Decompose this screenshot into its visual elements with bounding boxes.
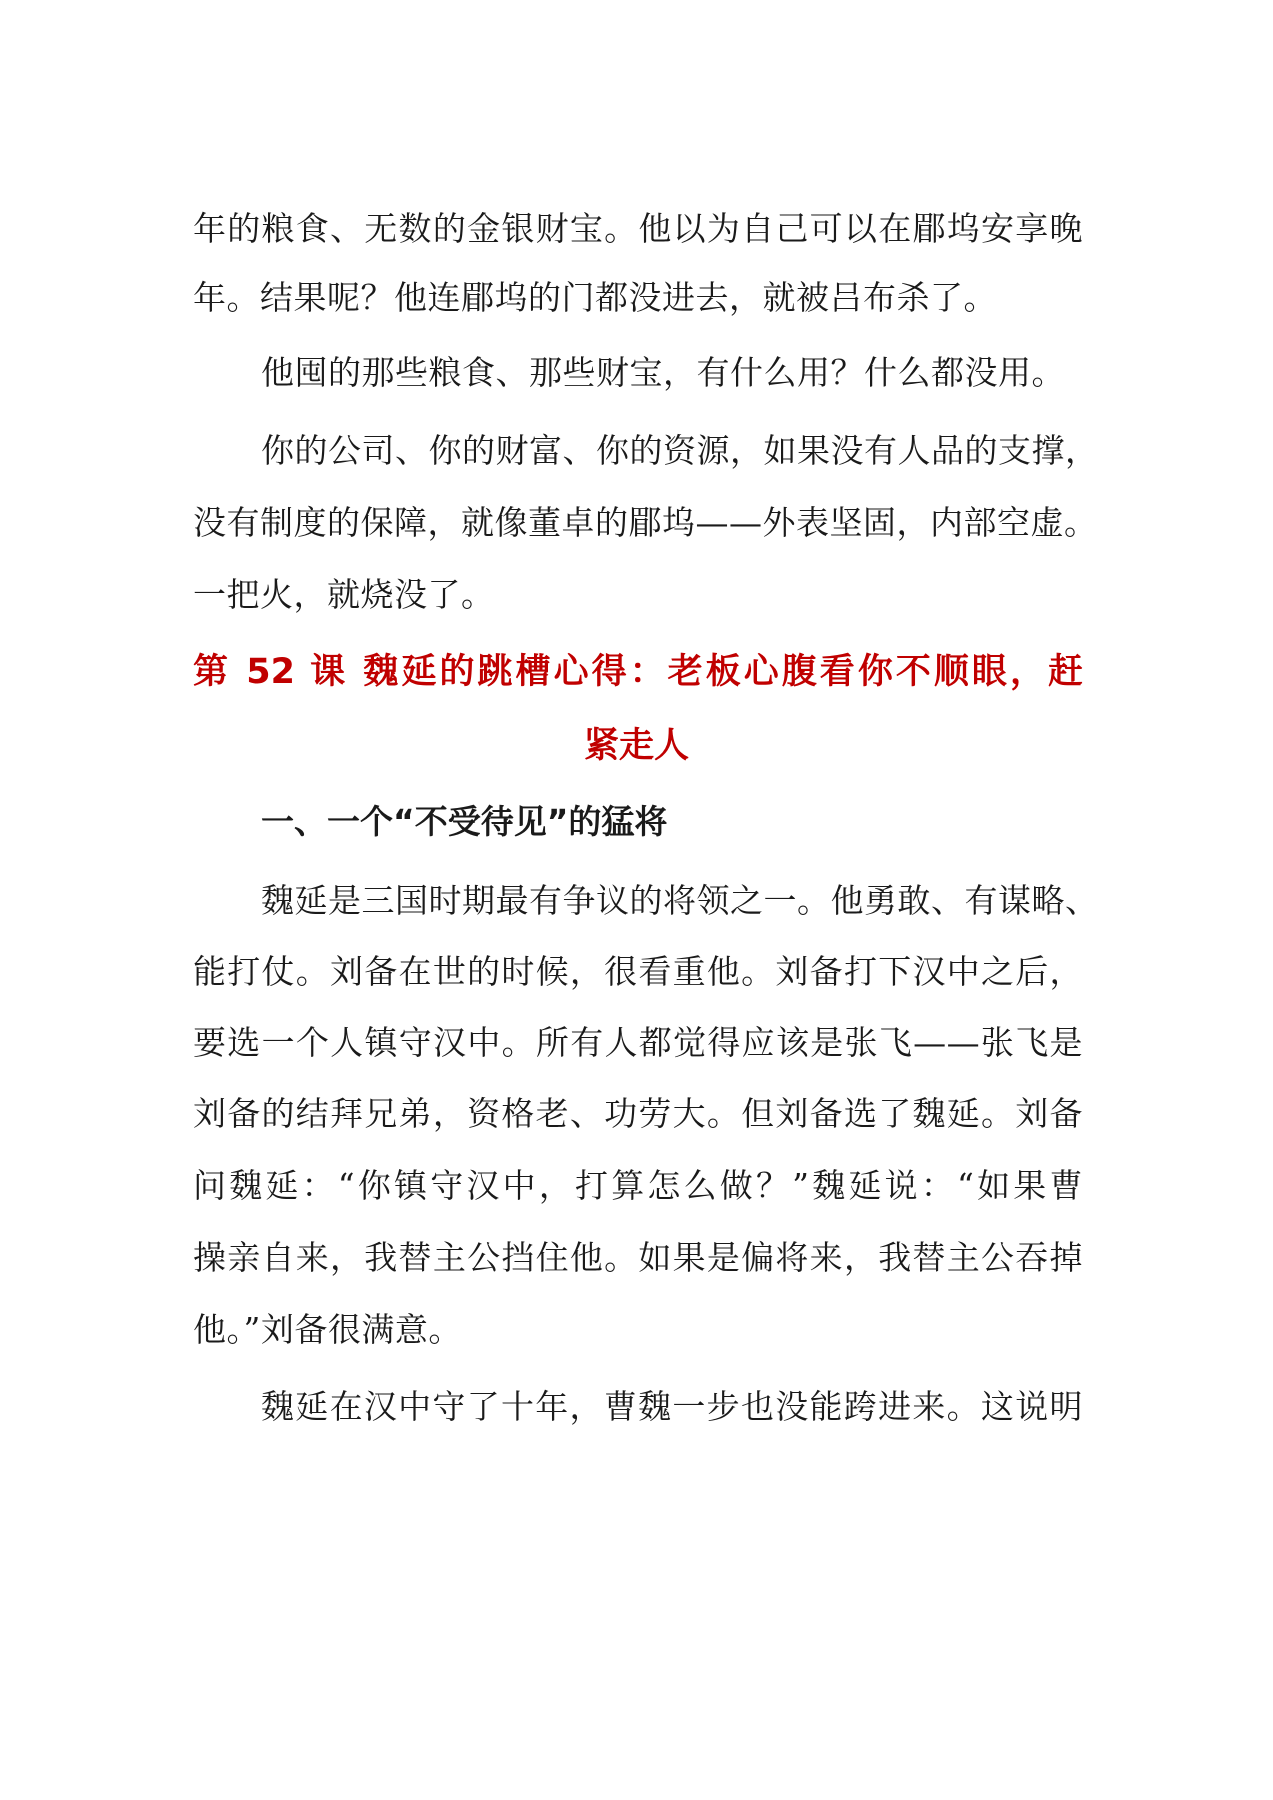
paragraph-line: 魏延是三国时期最有争议的将领之一。他勇敢、有谋略、: [261, 881, 1099, 920]
paragraph-line: 年。结果呢？他连郿坞的门都没进去，就被吕布杀了。: [193, 278, 997, 317]
paragraph-line: 一把火，就烧没了。: [193, 575, 495, 614]
paragraph-line: 年的粮食、无数的金银财宝。他以为自己可以在郿坞安享晚: [193, 209, 1083, 248]
paragraph-line: 你的公司、你的财富、你的资源，如果没有人品的支撑，: [261, 431, 1099, 470]
paragraph-line: 能打仗。刘备在世的时候，很看重他。刘备打下汉中之后，: [193, 952, 1083, 991]
paragraph-line: 刘备的结拜兄弟，资格老、功劳大。但刘备选了魏延。刘备: [193, 1094, 1083, 1133]
paragraph-line: 他囤的那些粮食、那些财宝，有什么用？什么都没用。: [261, 353, 1065, 392]
paragraph-line: 要选一个人镇守汉中。所有人都觉得应该是张飞——张飞是: [193, 1023, 1083, 1062]
paragraph-line: 操亲自来，我替主公挡住他。如果是偏将来，我替主公吞掉: [193, 1238, 1083, 1277]
paragraph-line: 他。”刘备很满意。: [193, 1310, 462, 1349]
paragraph-line: 魏延在汉中守了十年，曹魏一步也没能跨进来。这说明: [261, 1387, 1083, 1426]
paragraph-line: 问魏延：“你镇守汉中，打算怎么做？”魏延说：“如果曹: [193, 1166, 1083, 1205]
lesson-title-line: 第 52 课 魏延的跳槽心得：老板心腹看你不顺眼，赶: [193, 652, 1083, 692]
paragraph-line: 没有制度的保障，就像董卓的郿坞——外表坚固，内部空虚。: [193, 503, 1098, 542]
section-heading: 一、一个“不受待见”的猛将: [261, 802, 668, 841]
lesson-title-line: 紧走人: [583, 726, 689, 766]
